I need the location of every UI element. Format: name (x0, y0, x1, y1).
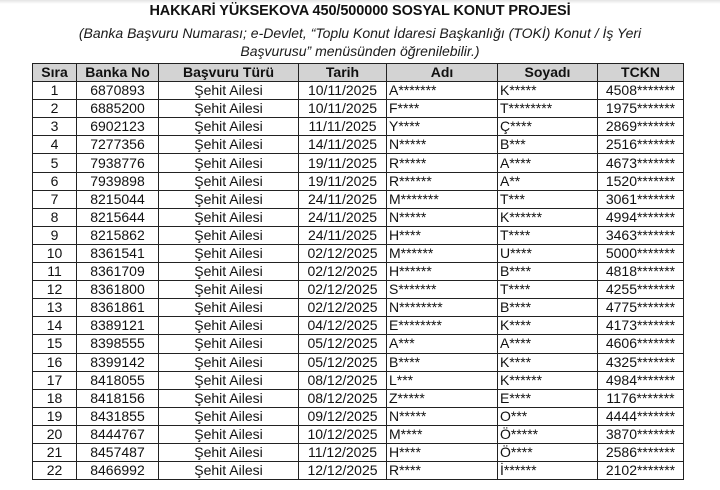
cell-sira: 4 (33, 136, 77, 154)
cell-tckn: 4173******* (598, 317, 684, 335)
cell-adi: N******** (387, 299, 498, 317)
cell-basvuru-turu: Şehit Ailesi (159, 244, 299, 262)
cell-tarih: 05/12/2025 (299, 335, 387, 353)
cell-soyadi: T******** (498, 100, 598, 118)
cell-basvuru-turu: Şehit Ailesi (159, 190, 299, 208)
cell-tarih: 02/12/2025 (299, 244, 387, 262)
cell-basvuru-turu: Şehit Ailesi (159, 226, 299, 244)
cell-tckn: 5000******* (598, 244, 684, 262)
document-title: HAKKARİ YÜKSEKOVA 450/500000 SOSYAL KONUT PROJESİ (149, 3, 571, 19)
cell-adi: R**** (387, 462, 498, 480)
cell-soyadi: B**** (498, 263, 598, 281)
cell-tarih: 08/12/2025 (299, 371, 387, 389)
cell-sira: 19 (33, 407, 77, 425)
header-tckn: TCKN (598, 64, 684, 82)
table-row (33, 118, 684, 136)
cell-basvuru-turu: Şehit Ailesi (159, 317, 299, 335)
table-row (33, 154, 684, 172)
cell-tarih: 08/12/2025 (299, 389, 387, 407)
header-sira: Sıra (33, 64, 77, 82)
cell-tarih: 24/11/2025 (299, 208, 387, 226)
cell-adi: L*** (387, 371, 498, 389)
cell-tarih: 24/11/2025 (299, 226, 387, 244)
cell-soyadi: U**** (498, 244, 598, 262)
cell-banka-no: 6870893 (77, 82, 159, 100)
cell-tarih: 19/11/2025 (299, 172, 387, 190)
header-basvuru-turu: Başvuru Türü (159, 64, 299, 82)
cell-soyadi: İ****** (498, 462, 598, 480)
cell-tckn: 2586******* (598, 443, 684, 461)
cell-basvuru-turu: Şehit Ailesi (159, 299, 299, 317)
cell-sira: 10 (33, 244, 77, 262)
cell-banka-no: 8418055 (77, 371, 159, 389)
table-body (33, 82, 684, 480)
subtitle-line-1: (Banka Başvuru Numarası; e-Devlet, “Toplu Konut İdaresi Başkanlığı (TOKİ) Konut / İş Yeri (78, 25, 642, 41)
cell-tckn: 4994******* (598, 208, 684, 226)
cell-tarih: 12/12/2025 (299, 462, 387, 480)
cell-sira: 1 (33, 82, 77, 100)
cell-sira: 22 (33, 462, 77, 480)
table-row (33, 317, 684, 335)
cell-adi: B**** (387, 353, 498, 371)
cell-adi: N***** (387, 208, 498, 226)
cell-basvuru-turu: Şehit Ailesi (159, 335, 299, 353)
cell-sira: 8 (33, 208, 77, 226)
cell-sira: 2 (33, 100, 77, 118)
cell-adi: H**** (387, 226, 498, 244)
cell-banka-no: 8444767 (77, 425, 159, 443)
header-adi: Adı (387, 64, 498, 82)
cell-sira: 5 (33, 154, 77, 172)
cell-tckn: 1520******* (598, 172, 684, 190)
table-row (33, 443, 684, 461)
cell-tarih: 10/11/2025 (299, 100, 387, 118)
cell-tckn: 4255******* (598, 281, 684, 299)
cell-banka-no: 6885200 (77, 100, 159, 118)
cell-soyadi: T**** (498, 281, 598, 299)
cell-tckn: 2516******* (598, 136, 684, 154)
table-row (33, 172, 684, 190)
cell-sira: 16 (33, 353, 77, 371)
table-row (33, 389, 684, 407)
cell-basvuru-turu: Şehit Ailesi (159, 118, 299, 136)
cell-adi: F**** (387, 100, 498, 118)
cell-soyadi: K****** (498, 208, 598, 226)
cell-banka-no: 7939898 (77, 172, 159, 190)
cell-sira: 3 (33, 118, 77, 136)
table-row (33, 425, 684, 443)
cell-banka-no: 8466992 (77, 462, 159, 480)
cell-soyadi: A**** (498, 154, 598, 172)
cell-sira: 13 (33, 299, 77, 317)
cell-tarih: 02/12/2025 (299, 263, 387, 281)
cell-banka-no: 8389121 (77, 317, 159, 335)
cell-soyadi: K***** (498, 82, 598, 100)
table-row (33, 335, 684, 353)
cell-soyadi: Ç**** (498, 118, 598, 136)
cell-soyadi: K****** (498, 371, 598, 389)
cell-banka-no: 6902123 (77, 118, 159, 136)
cell-tarih: 02/12/2025 (299, 299, 387, 317)
cell-adi: H****** (387, 263, 498, 281)
cell-tckn: 4508******* (598, 82, 684, 100)
cell-soyadi: B*** (498, 136, 598, 154)
cell-basvuru-turu: Şehit Ailesi (159, 136, 299, 154)
cell-basvuru-turu: Şehit Ailesi (159, 407, 299, 425)
cell-adi: M******* (387, 190, 498, 208)
cell-tckn: 1975******* (598, 100, 684, 118)
cell-banka-no: 8431855 (77, 407, 159, 425)
cell-tckn: 3061******* (598, 190, 684, 208)
cell-tckn: 4325******* (598, 353, 684, 371)
cell-basvuru-turu: Şehit Ailesi (159, 208, 299, 226)
cell-basvuru-turu: Şehit Ailesi (159, 82, 299, 100)
cell-basvuru-turu: Şehit Ailesi (159, 100, 299, 118)
cell-adi: M**** (387, 425, 498, 443)
cell-soyadi: T*** (498, 190, 598, 208)
cell-tckn: 4818******* (598, 263, 684, 281)
header-tarih: Tarih (299, 64, 387, 82)
cell-basvuru-turu: Şehit Ailesi (159, 462, 299, 480)
document-subtitle (40, 24, 680, 60)
cell-adi: N***** (387, 407, 498, 425)
cell-tarih: 19/11/2025 (299, 154, 387, 172)
table-row (33, 371, 684, 389)
cell-basvuru-turu: Şehit Ailesi (159, 425, 299, 443)
cell-basvuru-turu: Şehit Ailesi (159, 371, 299, 389)
cell-banka-no: 8457487 (77, 443, 159, 461)
cell-tarih: 05/12/2025 (299, 353, 387, 371)
table-row (33, 244, 684, 262)
cell-soyadi: T**** (498, 226, 598, 244)
cell-basvuru-turu: Şehit Ailesi (159, 263, 299, 281)
cell-sira: 9 (33, 226, 77, 244)
cell-tarih: 09/12/2025 (299, 407, 387, 425)
table-row (33, 353, 684, 371)
table-row (33, 82, 684, 100)
cell-adi: E******** (387, 317, 498, 335)
cell-tckn: 4606******* (598, 335, 684, 353)
cell-adi: H**** (387, 443, 498, 461)
cell-adi: R***** (387, 154, 498, 172)
cell-tarih: 11/11/2025 (299, 118, 387, 136)
cell-banka-no: 8361861 (77, 299, 159, 317)
cell-soyadi: Ö**** (498, 443, 598, 461)
cell-soyadi: B**** (498, 299, 598, 317)
table-row (33, 136, 684, 154)
cell-banka-no: 8398555 (77, 335, 159, 353)
cell-tarih: 24/11/2025 (299, 190, 387, 208)
cell-tckn: 4444******* (598, 407, 684, 425)
table-row (33, 299, 684, 317)
cell-tckn: 1176******* (598, 389, 684, 407)
cell-tckn: 2102******* (598, 462, 684, 480)
subtitle-line-2: Başvurusu” menüsünden öğrenilebilir.) (240, 43, 480, 59)
header-banka-no: Banka No (77, 64, 159, 82)
cell-adi: Y**** (387, 118, 498, 136)
cell-banka-no: 8418156 (77, 389, 159, 407)
cell-sira: 20 (33, 425, 77, 443)
cell-soyadi: Ö***** (498, 425, 598, 443)
cell-basvuru-turu: Şehit Ailesi (159, 353, 299, 371)
cell-tarih: 10/12/2025 (299, 425, 387, 443)
table-row (33, 407, 684, 425)
cell-banka-no: 8215644 (77, 208, 159, 226)
cell-banka-no: 7277356 (77, 136, 159, 154)
cell-basvuru-turu: Şehit Ailesi (159, 154, 299, 172)
table-header-row (33, 64, 684, 82)
cell-adi: A******* (387, 82, 498, 100)
cell-sira: 6 (33, 172, 77, 190)
table-row (33, 281, 684, 299)
table-row (33, 190, 684, 208)
table-row (33, 462, 684, 480)
cell-sira: 14 (33, 317, 77, 335)
cell-adi: N***** (387, 136, 498, 154)
table-row (33, 226, 684, 244)
cell-soyadi: O*** (498, 407, 598, 425)
cell-sira: 21 (33, 443, 77, 461)
header-soyadi: Soyadı (498, 64, 598, 82)
cell-banka-no: 8361800 (77, 281, 159, 299)
cell-tckn: 3870******* (598, 425, 684, 443)
cell-banka-no: 8361541 (77, 244, 159, 262)
cell-tarih: 10/11/2025 (299, 82, 387, 100)
cell-banka-no: 8399142 (77, 353, 159, 371)
cell-adi: M****** (387, 244, 498, 262)
cell-banka-no: 8361709 (77, 263, 159, 281)
table-row (33, 100, 684, 118)
cell-banka-no: 8215044 (77, 190, 159, 208)
cell-tarih: 11/12/2025 (299, 443, 387, 461)
cell-basvuru-turu: Şehit Ailesi (159, 172, 299, 190)
cell-banka-no: 8215862 (77, 226, 159, 244)
cell-sira: 11 (33, 263, 77, 281)
cell-tarih: 02/12/2025 (299, 281, 387, 299)
table-row (33, 208, 684, 226)
table-row (33, 263, 684, 281)
cell-soyadi: K**** (498, 353, 598, 371)
cell-soyadi: A**** (498, 335, 598, 353)
cell-basvuru-turu: Şehit Ailesi (159, 281, 299, 299)
cell-tckn: 4775******* (598, 299, 684, 317)
cell-tckn: 4984******* (598, 371, 684, 389)
cell-sira: 7 (33, 190, 77, 208)
cell-adi: S******* (387, 281, 498, 299)
cell-banka-no: 7938776 (77, 154, 159, 172)
cell-sira: 17 (33, 371, 77, 389)
cell-tarih: 04/12/2025 (299, 317, 387, 335)
cell-basvuru-turu: Şehit Ailesi (159, 389, 299, 407)
cell-adi: A*** (387, 335, 498, 353)
cell-basvuru-turu: Şehit Ailesi (159, 443, 299, 461)
cell-tckn: 2869******* (598, 118, 684, 136)
cell-soyadi: K**** (498, 317, 598, 335)
cell-sira: 15 (33, 335, 77, 353)
cell-adi: Z***** (387, 389, 498, 407)
cell-soyadi: E**** (498, 389, 598, 407)
applicant-table (32, 63, 684, 480)
cell-soyadi: A** (498, 172, 598, 190)
cell-adi: R****** (387, 172, 498, 190)
cell-tckn: 3463******* (598, 226, 684, 244)
cell-tarih: 14/11/2025 (299, 136, 387, 154)
cell-tckn: 4673******* (598, 154, 684, 172)
cell-sira: 18 (33, 389, 77, 407)
cell-sira: 12 (33, 281, 77, 299)
